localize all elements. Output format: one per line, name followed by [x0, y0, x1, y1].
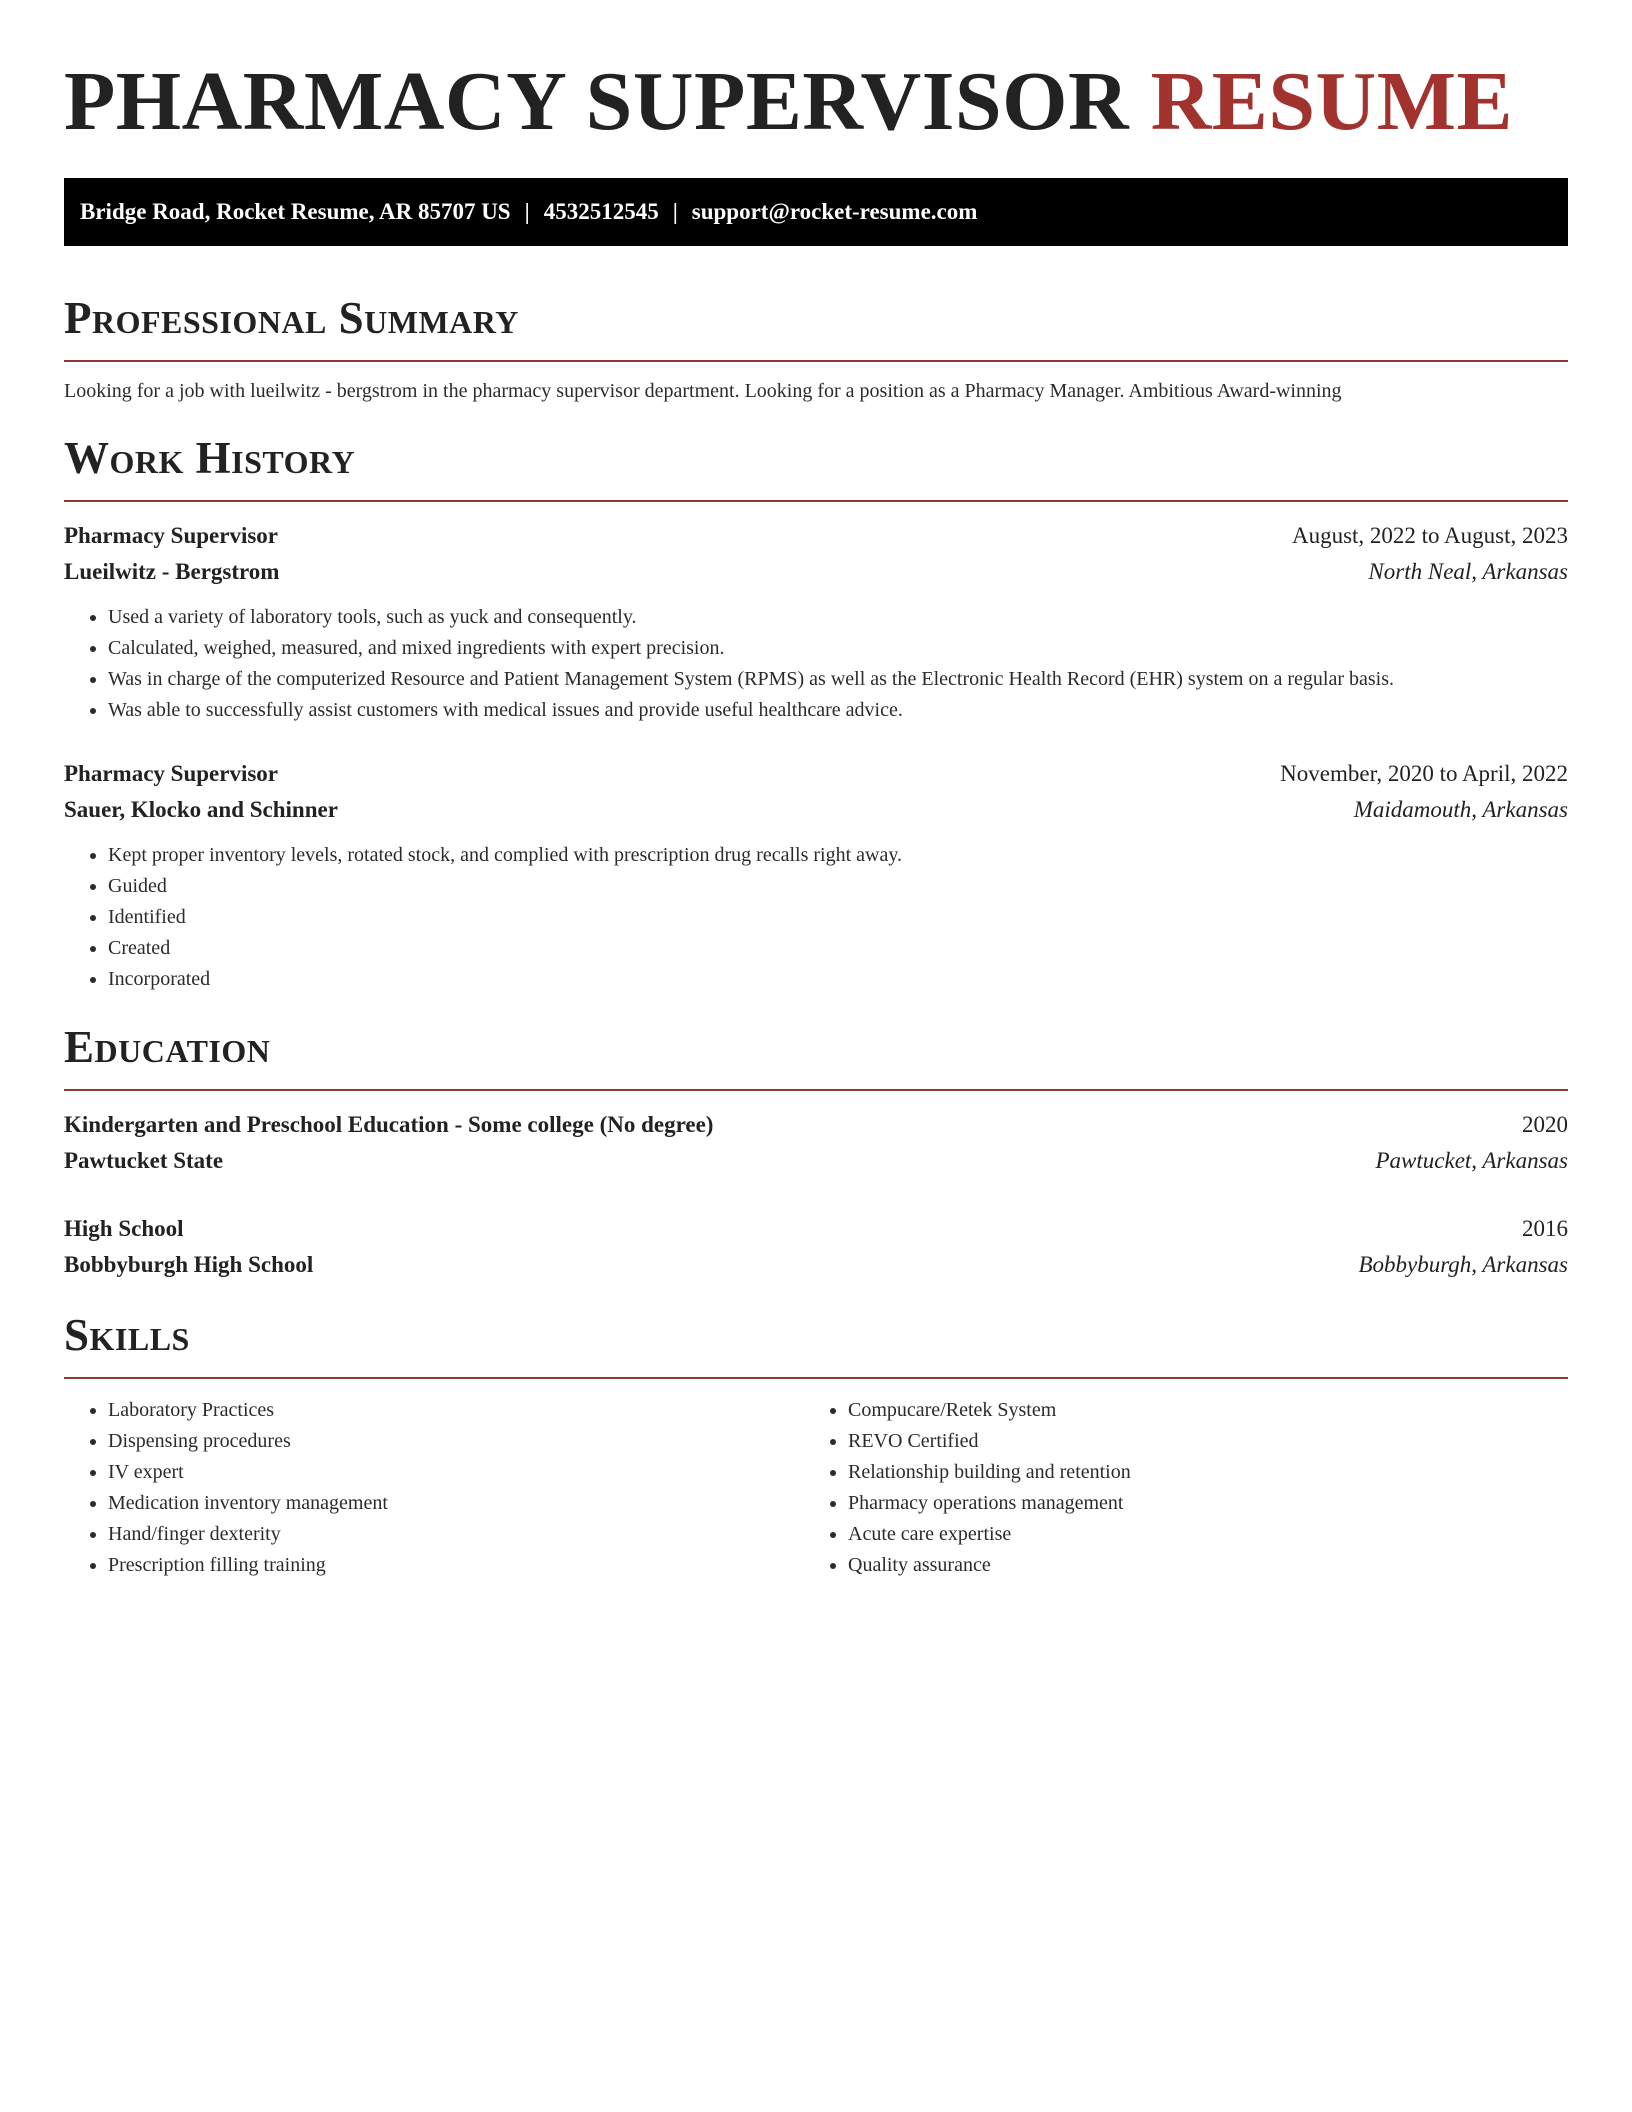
education-year: 2020 — [1522, 1112, 1568, 1137]
list-item: • Was able to successfully assist customers with medical issues and provide useful healthcare advice. — [108, 695, 1568, 726]
education-school-row — [64, 1143, 1568, 1179]
summary-section — [64, 288, 1568, 406]
education-degree: Kindergarten and Preschool Education - Some college (No degree) — [64, 1112, 714, 1137]
education-school-row — [64, 1247, 1568, 1283]
skill-item: • Compucare/Retek System — [848, 1395, 1544, 1426]
list-item: • Guided — [108, 871, 1568, 902]
skill-item: • Pharmacy operations management — [848, 1488, 1544, 1519]
list-item: • Was in charge of the computerized Resource and Patient Management System (RPMS) as well as the Electronic Health Record (EHR) system on a regular basis. — [108, 664, 1568, 695]
list-item: • Created — [108, 933, 1568, 964]
contact-bar — [64, 178, 1568, 246]
skills-section — [64, 1305, 1568, 1581]
section-title-work-history: Work History — [64, 433, 356, 483]
section-divider — [64, 360, 1568, 362]
section-title-summary: Professional Summary — [64, 293, 519, 343]
list-item: • Calculated, weighed, measured, and mixed ingredients with expert precision. — [108, 633, 1568, 664]
skills-columns — [64, 1395, 1568, 1581]
job-bullets — [64, 840, 1568, 995]
list-item: • Incorporated — [108, 964, 1568, 995]
skill-item: • Hand/finger dexterity — [108, 1519, 804, 1550]
skill-item: • REVO Certified — [848, 1426, 1544, 1457]
education-entry — [64, 1107, 1568, 1179]
education-location: Bobbyburgh, Arkansas — [1358, 1252, 1568, 1277]
job-header-row — [64, 518, 1568, 554]
skill-item: • Medication inventory management — [108, 1488, 804, 1519]
education-entry — [64, 1211, 1568, 1283]
education-school: Pawtucket State — [64, 1148, 224, 1173]
job-title: Pharmacy Supervisor — [64, 523, 279, 548]
list-item: • Used a variety of laboratory tools, such as yuck and consequently. — [108, 602, 1568, 633]
job-entry — [64, 756, 1568, 995]
work-history-section — [64, 428, 1568, 995]
skill-item: • Acute care expertise — [848, 1519, 1544, 1550]
section-divider — [64, 1377, 1568, 1379]
education-header-row — [64, 1211, 1568, 1247]
contact-email: support@rocket-resume.com — [691, 199, 978, 224]
skill-item: • Quality assurance — [848, 1550, 1544, 1581]
education-degree: High School — [64, 1216, 184, 1241]
contact-phone: 4532512545 — [543, 199, 659, 224]
resume-title — [64, 52, 1568, 152]
summary-text: Looking for a job with lueilwitz - bergstrom in the pharmacy supervisor department. Looking for a position as a Pharmacy Manager. Ambitious Award-winning — [64, 380, 1342, 402]
job-company-row — [64, 554, 1568, 590]
contact-separator: | — [524, 199, 530, 224]
job-dates: November, 2020 to April, 2022 — [1280, 761, 1568, 786]
title-main: PHARMACY SUPERVISOR — [64, 55, 1130, 148]
contact-separator: | — [672, 199, 678, 224]
list-item: • Identified — [108, 902, 1568, 933]
skill-item: • Prescription filling training — [108, 1550, 804, 1581]
title-accent: RESUME — [1150, 55, 1514, 148]
skills-column-right — [804, 1395, 1544, 1581]
skills-list — [804, 1395, 1544, 1581]
job-company: Sauer, Klocko and Schinner — [64, 797, 338, 822]
job-company-row — [64, 792, 1568, 828]
education-year: 2016 — [1522, 1216, 1568, 1241]
job-location: Maidamouth, Arkansas — [1353, 797, 1568, 822]
job-title: Pharmacy Supervisor — [64, 761, 279, 786]
skill-item: • IV expert — [108, 1457, 804, 1488]
skills-column-left — [64, 1395, 804, 1581]
job-entry — [64, 518, 1568, 726]
education-header-row — [64, 1107, 1568, 1143]
education-school: Bobbyburgh High School — [64, 1252, 314, 1277]
skills-list — [64, 1395, 804, 1581]
job-dates: August, 2022 to August, 2023 — [1291, 523, 1568, 548]
section-divider — [64, 500, 1568, 502]
section-title-education: Education — [64, 1022, 271, 1072]
contact-address: Bridge Road, Rocket Resume, AR 85707 US — [80, 199, 511, 224]
education-section — [64, 1017, 1568, 1283]
skill-item: • Relationship building and retention — [848, 1457, 1544, 1488]
job-header-row — [64, 756, 1568, 792]
education-location: Pawtucket, Arkansas — [1375, 1148, 1568, 1173]
job-location: North Neal, Arkansas — [1368, 559, 1568, 584]
skill-item: • Dispensing procedures — [108, 1426, 804, 1457]
job-bullets — [64, 602, 1568, 726]
list-item: • Kept proper inventory levels, rotated stock, and complied with prescription drug recalls right away. — [108, 840, 1568, 871]
section-divider — [64, 1089, 1568, 1091]
job-company: Lueilwitz - Bergstrom — [64, 559, 280, 584]
section-title-skills: Skills — [64, 1310, 190, 1360]
skill-item: • Laboratory Practices — [108, 1395, 804, 1426]
